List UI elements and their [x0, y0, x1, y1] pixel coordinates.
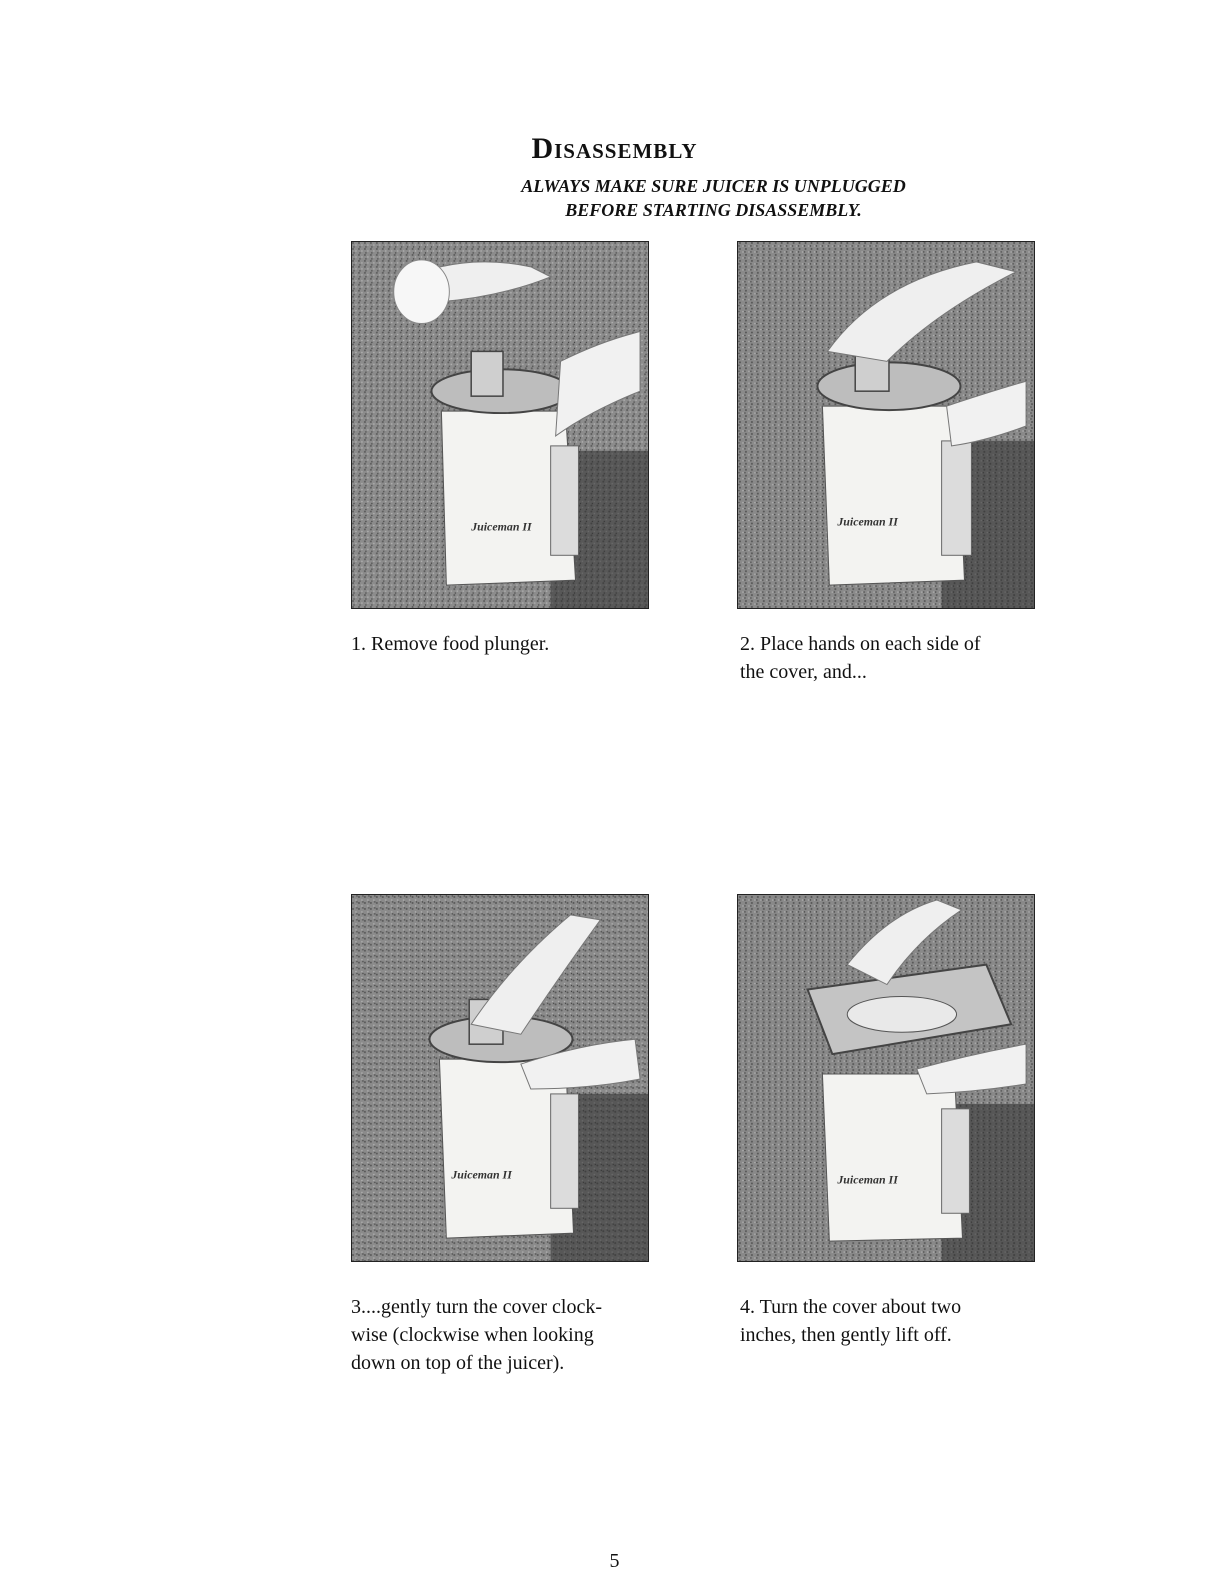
juicer-logo: Juiceman II — [837, 1172, 898, 1187]
warning-line-2: BEFORE STARTING DISASSEMBLY. — [565, 200, 862, 220]
page-number: 5 — [609, 1550, 620, 1572]
caption-line: inches, then gently lift off. — [740, 1324, 952, 1346]
page-title: Disassembly — [531, 132, 698, 165]
step-1-caption — [351, 630, 661, 658]
juicer-logo: Juiceman II — [837, 514, 898, 529]
warning-line-1: ALWAYS MAKE SURE JUICER IS UNPLUGGED — [521, 176, 906, 196]
step-4-caption — [740, 1293, 1050, 1349]
step-1-photo — [351, 241, 649, 609]
juicer-logo: Juiceman II — [451, 1167, 512, 1182]
step-4-photo — [737, 894, 1035, 1262]
caption-line: 1. Remove food plunger. — [351, 633, 550, 655]
caption-line: 4. Turn the cover about two — [740, 1296, 962, 1318]
caption-line: the cover, and... — [740, 661, 867, 683]
caption-line: 3....gently turn the cover clock- — [351, 1296, 603, 1318]
step-3-photo — [351, 894, 649, 1262]
caption-line: 2. Place hands on each side of — [740, 633, 981, 655]
step-2-caption — [740, 630, 1050, 686]
caption-line: down on top of the juicer). — [351, 1352, 565, 1374]
juicer-logo: Juiceman II — [471, 519, 532, 534]
caption-line: wise (clockwise when looking — [351, 1324, 594, 1346]
step-2-photo — [737, 241, 1035, 609]
step-3-caption — [351, 1293, 661, 1377]
